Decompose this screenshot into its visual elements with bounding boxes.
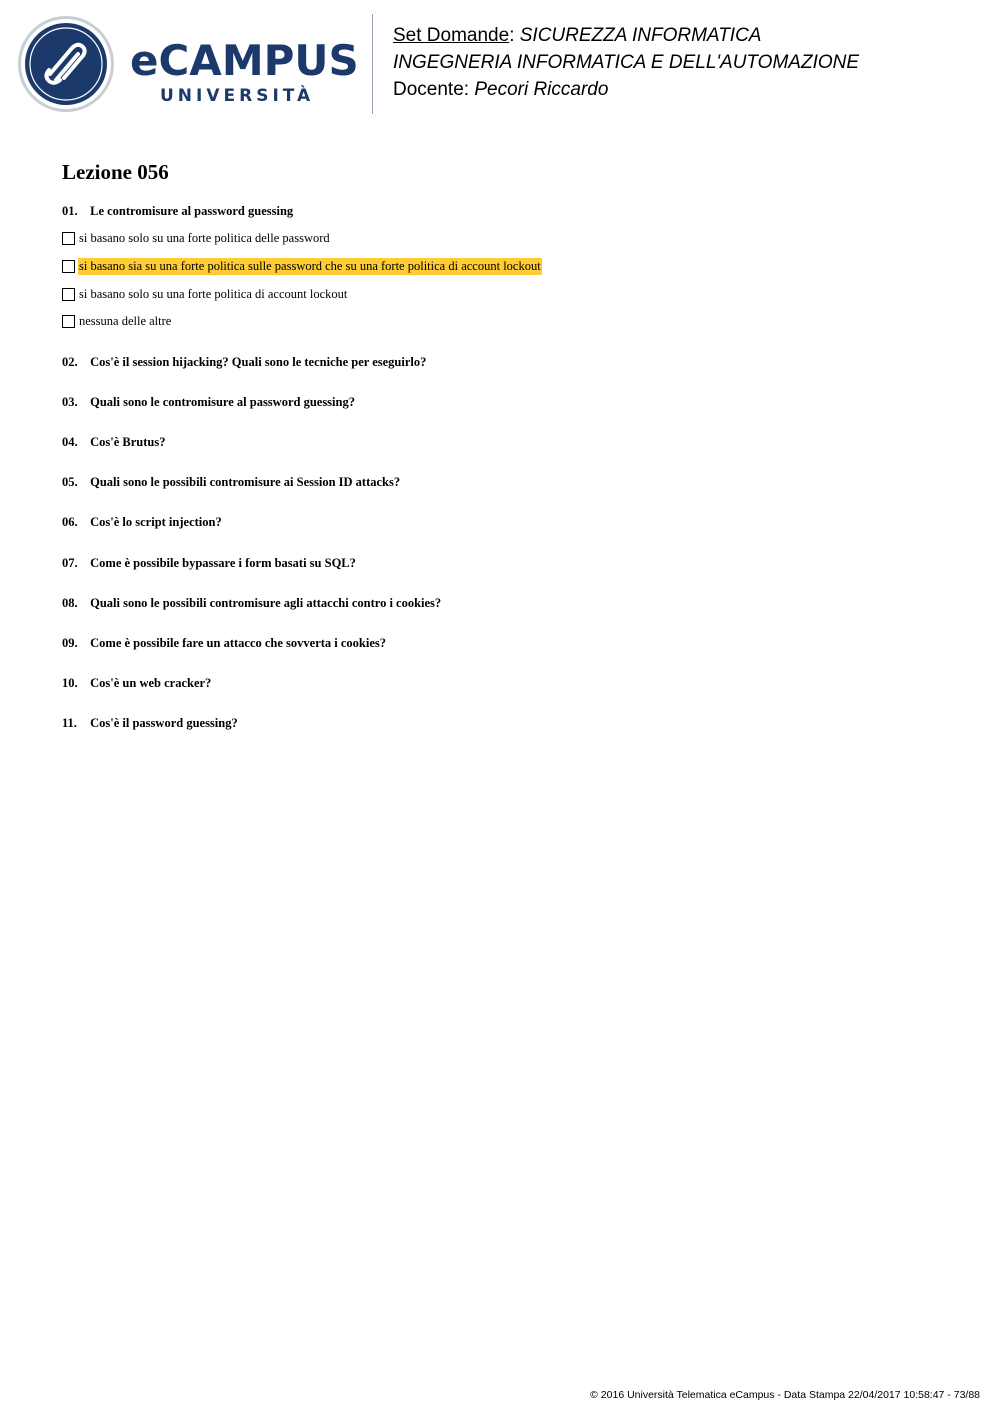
- question-number: 11.: [62, 716, 77, 730]
- universita-wordmark: UNIVERSITÀ: [160, 86, 315, 106]
- question-08: [62, 596, 441, 611]
- question-text: Le contromisure al password guessing: [90, 204, 294, 218]
- question-number: 05.: [62, 475, 78, 489]
- question-text: Come è possibile fare un attacco che sovverta i cookies?: [90, 636, 387, 650]
- option-text: si basano solo su una forte politica delle password: [79, 231, 330, 245]
- set-label: Set Domande: [393, 25, 510, 46]
- question-03: [62, 395, 355, 410]
- question-text: Quali sono le possibili contromisure agli attacchi contro i cookies?: [90, 596, 442, 610]
- question-05: [62, 475, 400, 490]
- question-text: Come è possibile bypassare i form basati su SQL?: [90, 556, 356, 570]
- checkbox[interactable]: [62, 315, 75, 328]
- question-09: [62, 636, 386, 651]
- question-number: 07.: [62, 556, 78, 570]
- question-07: [62, 556, 356, 571]
- set-value: SICUREZZA INFORMATICA: [519, 25, 762, 46]
- question-11: [62, 716, 238, 731]
- question-number: 03.: [62, 395, 78, 409]
- question-text: Quali sono le possibili contromisure ai Session ID attacks?: [90, 475, 401, 489]
- question-text: Quali sono le contromisure al password guessing?: [90, 395, 355, 409]
- ecampus-wordmark: eCAMPUS: [130, 36, 359, 85]
- question-text: Cos'è il session hijacking? Quali sono le tecniche per eseguirlo?: [90, 355, 427, 369]
- question-text: Cos'è il password guessing?: [90, 716, 238, 730]
- option-text-highlighted: si basano sia su una forte politica sulle password che su una forte politica di account lockout: [79, 259, 541, 273]
- checkbox[interactable]: [62, 260, 75, 273]
- question-number: 02.: [62, 355, 78, 369]
- answer-option[interactable]: [62, 286, 348, 303]
- checkbox[interactable]: [62, 232, 75, 245]
- header-set-line: Set Domande: SICUREZZA INFORMATICA: [393, 25, 762, 46]
- answer-option-correct[interactable]: [62, 258, 542, 275]
- question-text: Cos'è lo script injection?: [90, 515, 222, 529]
- course-name: INGEGNERIA INFORMATICA E DELL'AUTOMAZIONE: [393, 52, 860, 73]
- ecampus-seal-logo: [16, 14, 116, 114]
- question-04: [62, 435, 165, 450]
- teacher-label: Docente:: [393, 79, 470, 100]
- question-02: [62, 355, 426, 370]
- question-number: 04.: [62, 435, 78, 449]
- header-divider: [372, 14, 373, 114]
- question-01: [62, 204, 293, 219]
- teacher-name: Pecori Riccardo: [474, 79, 609, 100]
- option-text: nessuna delle altre: [79, 314, 172, 328]
- question-06: [62, 515, 222, 530]
- question-number: 06.: [62, 515, 78, 529]
- answer-option[interactable]: [62, 230, 331, 247]
- question-number: 01.: [62, 204, 78, 218]
- question-number: 10.: [62, 676, 78, 690]
- answer-option[interactable]: [62, 313, 172, 330]
- option-text: si basano solo su una forte politica di account lockout: [79, 287, 348, 301]
- header-teacher-line: [393, 76, 608, 103]
- question-10: [62, 676, 211, 691]
- question-text: Cos'è un web cracker?: [90, 676, 212, 690]
- question-number: 09.: [62, 636, 78, 650]
- question-text: Cos'è Brutus?: [90, 435, 166, 449]
- page-footer: © 2016 Università Telematica eCampus - Data Stampa 22/04/2017 10:58:47 - 73/88: [590, 1389, 980, 1401]
- lesson-title: Lezione 056: [62, 160, 169, 184]
- question-number: 08.: [62, 596, 78, 610]
- checkbox[interactable]: [62, 288, 75, 301]
